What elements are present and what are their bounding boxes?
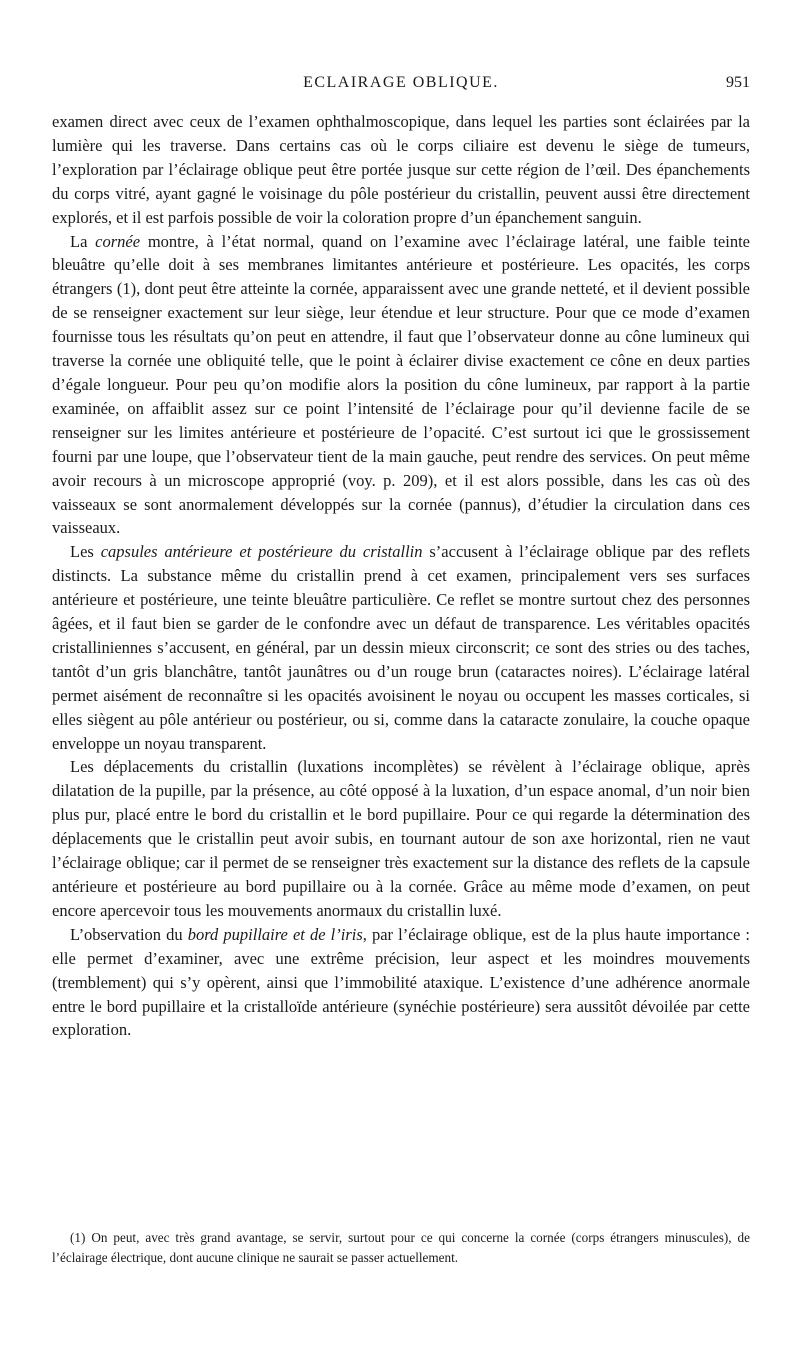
italic-term: bord pupillaire et de l’iris bbox=[187, 924, 363, 944]
paragraph-text: Les déplacements du cristallin (luxations incomplètes) se révèlent à l’éclairage oblique, après dilatation de la pupille, par la présence, au côté opposé à la luxation, d’un espace anomal, d’un noir bien plus pur, placé entre le bord du cristallin et le bord pupillaire. Pour ce qui regarde la détermination des déplacements que le cristallin peut avoir subis, en tournant autour de son axe horizontal, rien ne vaut l’éclairage oblique; car il permet de se renseigner très exactement sur la distance des reflets de la capsule antérieure et postérieure au bord pupillaire ou à la cornée. Grâce au même mode d’examen, on peut encore apercevoir tous les mouvements anormaux du cristallin luxé. bbox=[52, 757, 750, 920]
paragraph-text: examen direct avec ceux de l’examen ophthalmoscopique, dans lequel les parties sont éclairées par la lumière qui les traverse. Dans certains cas où le corps ciliaire est devenu le siège de tumeurs, l’exploration par l’éclairage oblique peut être portée jusque sur cette région de l’œil. Des épanchements du corps vitré, ayant gagné le voisinage du pôle postérieur du cristallin, peuvent aussi être directement explorés, et il est parfois possible de voir la coloration propre d’un épanchement sanguin. bbox=[52, 112, 750, 227]
paragraph bbox=[52, 540, 750, 755]
paragraph-text: , par l’éclairage oblique, est de la plus haute importance : elle permet d’examiner, avec une extrême précision, leur aspect et les moindres mouvements (tremblement) qui s’y opèrent, ainsi que l’immobilité ataxique. L’existence d’une adhérence anormale entre le bord pupillaire et la cristalloïde antérieure (synéchie postérieure) sera aussitôt dévoilée par cette exploration. bbox=[52, 924, 750, 1040]
paragraph bbox=[52, 755, 750, 922]
footnote: (1) On peut, avec très grand avantage, se servir, surtout pour ce qui concerne la cornée (corps étrangers minuscules), de l’éclairage électrique, dont aucune clinique ne saurait se passer actuellement. bbox=[52, 1230, 750, 1265]
paragraph-text: La bbox=[70, 231, 96, 251]
page-number: 951 bbox=[726, 74, 750, 91]
running-head bbox=[52, 74, 750, 98]
body-text bbox=[52, 110, 750, 1042]
italic-term: capsules antérieure et postérieure du cristallin bbox=[100, 542, 423, 562]
paragraph-text: montre, à l’état normal, quand on l’examine avec l’éclairage latéral, une faible teinte bleuâtre qu’elle doit à ses membranes limitantes antérieure et postérieure. Les opacités, les corps étrangers (1), dont peut être atteinte la cornée, apparaissent avec une grande netteté, et il devient possible de se renseigner exactement sur leur siège, leur étendue et leur structure. Pour que ce mode d’examen fournisse tous les résultats qu’on peut en attendre, il faut que l’observateur donne au cône lumineux qui traverse la cornée une obliquité telle, que le point à éclairer divise exactement ce cône en deux parties d’égale longueur. Pour peu qu’on modifie alors la position du cône lumineux, par rapport à la partie examinée, on affaiblit assez sur ce point l’intensité de l’éclairage pour qu’il devienne facile de se renseigner sur les limites antérieure et postérieure de l’opacité. C’est surtout ici que le grossissement fourni par une loupe, que l’observateur tient de la main gauche, peut rendre des services. On peut même avoir recours à un microscope approprié (voy. p. 209), et il est alors possible, dans les cas où des vaisseaux se sont anormalement développés sur la cornée (pannus), d’étudier la circulation dans ces vaisseaux. bbox=[52, 231, 750, 538]
paragraph bbox=[52, 110, 750, 230]
paragraph bbox=[52, 230, 750, 541]
paragraph bbox=[52, 923, 750, 1043]
running-title: ECLAIRAGE OBLIQUE. bbox=[303, 74, 499, 91]
paragraph-text: Les bbox=[70, 542, 101, 562]
paragraph-text: s’accusent à l’éclairage oblique par des reflets distincts. La substance même du cristallin prend à cet examen, principalement vers ses surfaces antérieure et postérieure, une teinte bleuâtre particulière. Ce reflet se montre surtout chez des personnes âgées, et il faut bien se garder de le confondre avec un défaut de transparence. Les véritables opacités cristalliniennes s’accusent, en général, par un dessin mieux circonscrit; ce sont des stries ou des taches, tantôt d’un gris blanchâtre, tantôt jaunâtres ou d’un rouge brun (cataractes noires). L’éclairage latéral permet aisément de reconnaître si les opacités avoisinent le noyau ou occupent les masses corticales, si elles siègent au pôle antérieur ou postérieur, ou si, comme dans la cataracte zonulaire, la couche opaque enveloppe un noyau transparent. bbox=[52, 542, 751, 753]
italic-term: cornée bbox=[95, 231, 141, 251]
paragraph-text: L’observation du bbox=[70, 924, 188, 944]
